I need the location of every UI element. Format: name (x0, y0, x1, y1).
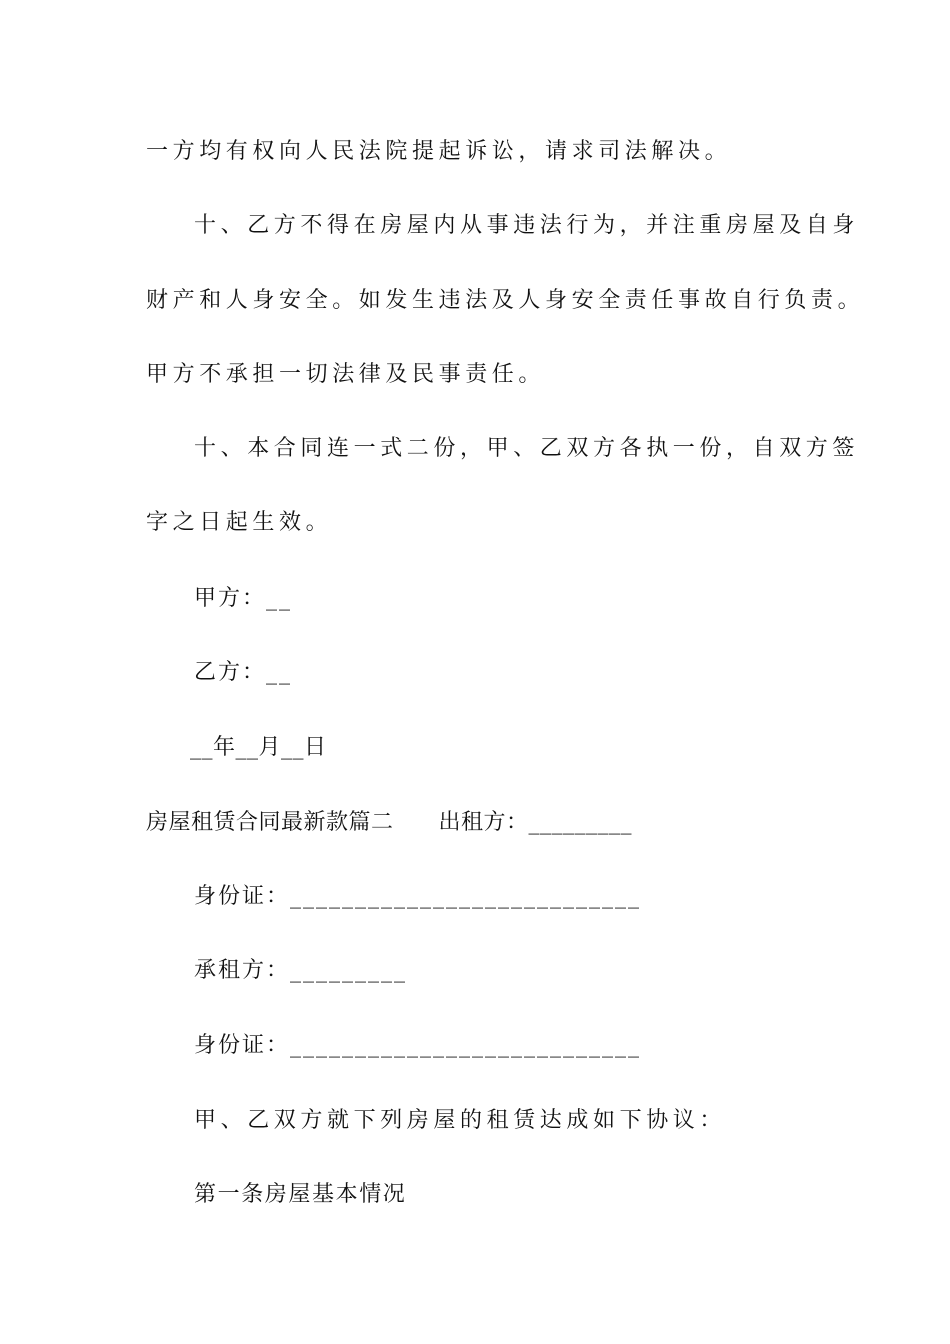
clause-ten-line-2: 财产和人身安全。如发生违法及人身安全责任事故自行负责。 (146, 288, 865, 313)
signature-date: __年__月__日 (190, 735, 327, 760)
clause-copies-line-2: 字之日起生效。 (146, 510, 333, 535)
clause-ten-line-3: 甲方不承担一切法律及民事责任。 (146, 362, 546, 387)
lessor-id-field: 身份证：___________________________ (194, 884, 642, 909)
party-a-signature: 甲方：__ (194, 586, 293, 611)
lessee-id-field: 身份证：___________________________ (194, 1033, 642, 1058)
agreement-intro: 甲、乙双方就下列房屋的租赁达成如下协议： (194, 1108, 727, 1133)
article-one-heading: 第一条房屋基本情况 (194, 1182, 407, 1207)
section-title-lessor: 房屋租赁合同最新款篇二 出租方：_________ (146, 810, 633, 835)
clause-copies-line-1: 十、本合同连一式二份，甲、乙双方各执一份，自双方签 (194, 436, 860, 461)
paragraph-line: 一方均有权向人民法院提起诉讼，请求司法解决。 (146, 139, 732, 164)
lessee-field: 承租方：_________ (194, 958, 408, 983)
party-b-signature: 乙方：__ (194, 660, 293, 685)
clause-ten-line-1: 十、乙方不得在房屋内从事违法行为，并注重房屋及自身 (194, 213, 860, 238)
